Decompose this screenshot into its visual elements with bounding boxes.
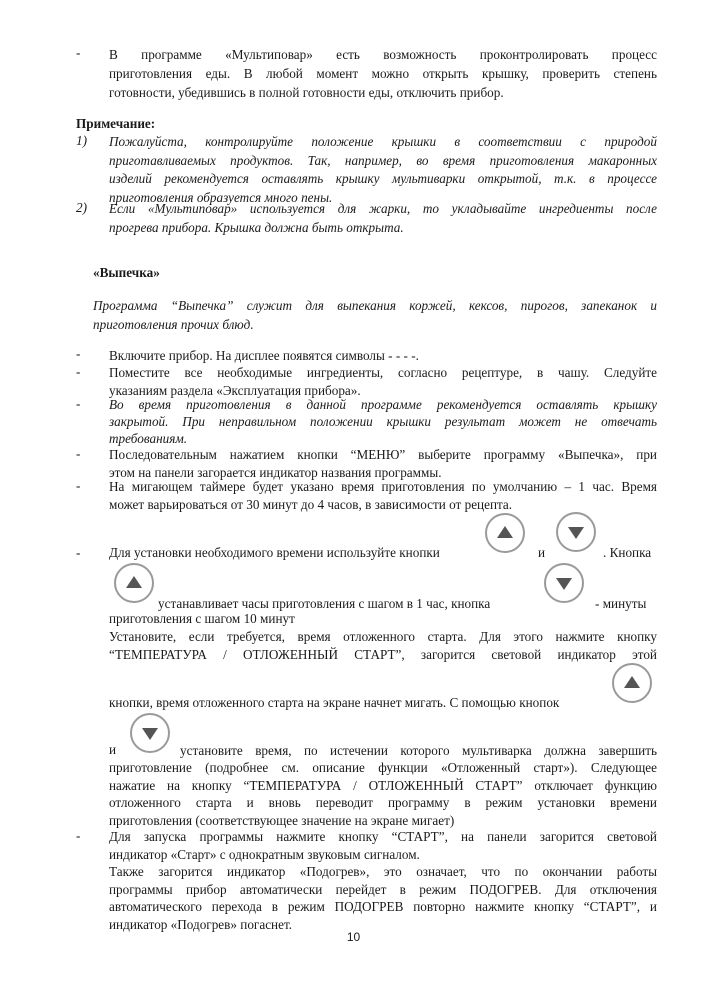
note-line: приготовления образуется много пены. bbox=[109, 189, 333, 205]
bullet-dash: - bbox=[76, 346, 81, 361]
arrow-up-icon[interactable] bbox=[485, 513, 525, 553]
bullet-dash: - bbox=[76, 396, 81, 411]
and-text: и bbox=[109, 742, 117, 757]
step-line: Включите прибор. На дисплее появятся символы - - - -. bbox=[109, 348, 419, 363]
delay-line: нажатие на кнопку “ТЕМПЕРАТУРА / ОТЛОЖЕННЫЙ СТАРТ” отключает функцию bbox=[109, 777, 657, 793]
intro-line: приготовления еды. В любой момент можно открыть крышку, проверить степень bbox=[109, 66, 657, 81]
start-paragraph bbox=[109, 828, 657, 933]
bullet-dash: - bbox=[76, 478, 81, 493]
start-line: программы прибор автоматически перейдет в режим ПОДОГРЕВ. Для отключения bbox=[109, 881, 657, 897]
intro-line: готовности, убедившись в полной готовности еды, отключить прибор. bbox=[109, 85, 504, 100]
step-line: указаниям раздела «Эксплуатация прибора». bbox=[109, 383, 361, 398]
bullet-dash: - bbox=[76, 828, 81, 843]
step-line: закрытой. При неправильном положении крышки результат может не отвечать bbox=[109, 414, 657, 429]
bullet-dash: - bbox=[76, 545, 81, 560]
arrow-up-icon[interactable] bbox=[612, 663, 652, 703]
intro-paragraph bbox=[109, 45, 657, 102]
delay-line: “ТЕМПЕРАТУРА / ОТЛОЖЕННЫЙ СТАРТ”, загорится световой индикатор этой bbox=[109, 647, 657, 662]
note-line: Пожалуйста, контролируйте положение крышки в соответствии с природой bbox=[109, 134, 657, 149]
step-line: Во время приготовления в данной программе рекомендуется оставлять крышку bbox=[109, 397, 657, 412]
bullet-dash: - bbox=[76, 446, 81, 461]
note-line: приготавливаемых продуктов. Так, например, во время приготовления макаронных bbox=[109, 152, 657, 168]
delay-line: Установите, если требуется, время отложенного старта. Для этого нажмите кнопку bbox=[109, 629, 657, 644]
delay-line: установите время, по истечении которого мультиварка должна завершить bbox=[180, 743, 657, 758]
note-item-1 bbox=[109, 133, 657, 207]
hours-step-text: устанавливает часы приготовления с шагом в 1 час, кнопка bbox=[158, 596, 491, 611]
page-number: 10 bbox=[346, 930, 361, 944]
bullet-dash: - bbox=[76, 364, 81, 379]
arrow-down-icon[interactable] bbox=[130, 713, 170, 753]
delay-line: кнопки, время отложенного старта на экране начнет мигать. С помощью кнопок bbox=[109, 695, 560, 710]
delay-paragraph bbox=[109, 628, 657, 664]
step-line: может варьироваться от 30 минут до 4 часов, в зависимости от рецепта. bbox=[109, 497, 513, 512]
description-line: Программа “Выпечка” служит для выпекания коржей, кексов, пирогов, запеканок и bbox=[93, 298, 657, 313]
note-line: Если «Мультиповар» используется для жарки, то укладывайте ингредиенты после bbox=[109, 201, 657, 216]
minutes-text: - минуты bbox=[595, 596, 647, 611]
note-heading: Примечание: bbox=[76, 116, 156, 131]
step-line: Последовательным нажатием кнопки “МЕНЮ” выберите программу «Выпечка», при bbox=[109, 447, 657, 462]
start-line: индикатор «Подогрев» погаснет. bbox=[109, 916, 293, 932]
delay-line bbox=[180, 742, 657, 760]
description-line: приготовления прочих блюд. bbox=[93, 316, 254, 332]
start-line: Для запуска программы нажмите кнопку “СТАРТ”, на панели загорится световой bbox=[109, 829, 657, 844]
delay-rest bbox=[109, 759, 657, 829]
arrow-up-icon[interactable] bbox=[114, 563, 154, 603]
step-item bbox=[109, 478, 657, 514]
bullet-dash: - bbox=[76, 45, 81, 60]
start-line: автоматического перехода в режим ПОДОГРЕВ повторно нажмите кнопку “СТАРТ”, и bbox=[109, 899, 657, 914]
delay-line: отложенного старта и вновь переводит программу в режим установки времени bbox=[109, 795, 657, 810]
step-item-italic bbox=[109, 396, 657, 447]
note-line: изделий рекомендуется оставлять крышку мультиварки открытой, т.к. в процессе bbox=[109, 171, 657, 186]
delay-line: приготовление (подробнее см. описание функции «Отложенный старт»). Следующее bbox=[109, 760, 657, 775]
step-item bbox=[109, 346, 657, 365]
step-line: На мигающем таймере будет указано время приготовления по умолчанию – 1 час. Время bbox=[109, 479, 657, 494]
start-line: Также загорится индикатор «Подогрев», это означает, что по окончании работы bbox=[109, 864, 657, 879]
minutes-step-text: приготовления с шагом 10 минут bbox=[109, 611, 295, 626]
note-item-2 bbox=[109, 200, 657, 237]
step-line: требованиям. bbox=[109, 431, 188, 446]
arrow-down-icon[interactable] bbox=[544, 563, 584, 603]
and-text: и bbox=[538, 545, 546, 560]
arrow-down-icon[interactable] bbox=[556, 512, 596, 552]
step-item bbox=[109, 446, 657, 482]
step-line: этом на панели загорается индикатор названия программы. bbox=[109, 465, 442, 480]
time-setting-text: Для установки необходимого времени используйте кнопки bbox=[109, 545, 440, 560]
intro-line: В программе «Мультиповар» есть возможность проконтролировать процесс bbox=[109, 47, 657, 62]
start-line: индикатор «Старт» с однократным звуковым сигналом. bbox=[109, 846, 420, 862]
step-item bbox=[109, 364, 657, 400]
section-title: «Выпечка» bbox=[93, 265, 160, 280]
step-line: Поместите все необходимые ингредиенты, согласно рецептуре, в чашу. Следуйте bbox=[109, 365, 657, 380]
note-number: 1) bbox=[76, 133, 87, 148]
note-line: прогрева прибора. Крышка должна быть открыта. bbox=[109, 219, 404, 235]
button-text: . Кнопка bbox=[603, 545, 652, 560]
delay-line: приготовления (соответствующее значение на экране мигает) bbox=[109, 812, 455, 828]
section-description bbox=[93, 297, 657, 334]
note-number: 2) bbox=[76, 200, 87, 215]
